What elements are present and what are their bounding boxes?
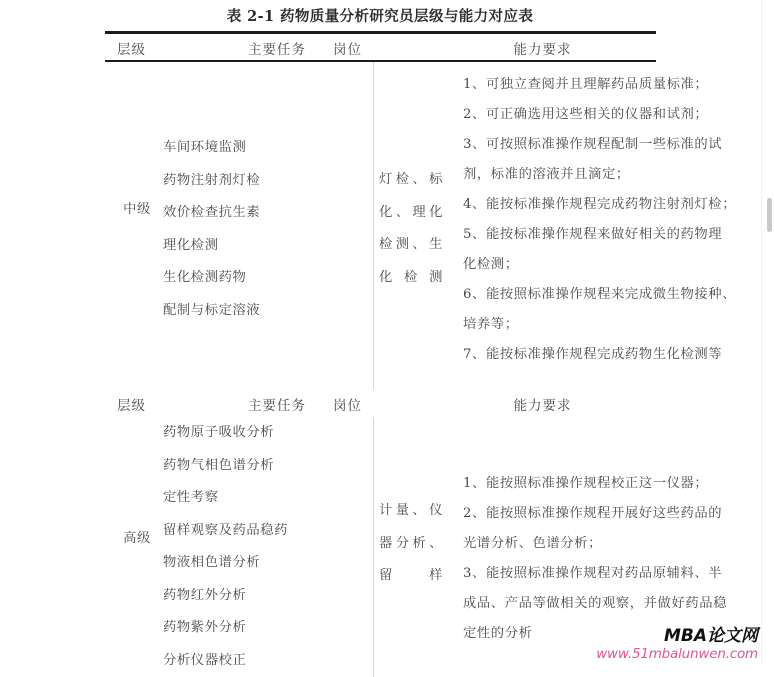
requirement-line: 7、能按标准操作规程完成药物生化检测等 xyxy=(463,340,658,370)
cell-tasks xyxy=(163,132,353,327)
table-header-row xyxy=(105,34,656,60)
requirement-line: 1、可独立查阅并且理解药品质量标准； xyxy=(463,70,658,100)
requirement-line: 5、能按标准操作规程来做好相关的药物理 xyxy=(463,220,658,250)
requirement-line: 化检测； xyxy=(463,250,658,280)
cell-post xyxy=(373,164,455,294)
requirement-line: 6、能按照标准操作规程来完成微生物接种、 xyxy=(463,280,658,310)
task-line: 物液相色谱分析 xyxy=(163,547,353,580)
cell-post xyxy=(373,495,455,593)
watermark-brand: MBA论文网 xyxy=(596,628,758,646)
task-line: 理化检测 xyxy=(163,230,353,263)
cell-requirement xyxy=(463,469,658,649)
requirement-line: 2、能按照标准操作规程开展好这些药品的 xyxy=(463,499,658,529)
column-header-post-2: 岗位 xyxy=(333,394,423,414)
cell-level: 中级 xyxy=(109,198,165,217)
task-line: 分析仪器校正 xyxy=(163,645,353,677)
post-line: 化、理化 xyxy=(379,197,443,230)
column-header-post: 岗位 xyxy=(333,38,423,58)
task-line: 生化检测药物 xyxy=(163,262,353,295)
task-line: 效价检查抗生素 xyxy=(163,197,353,230)
task-line: 药物注射剂灯检 xyxy=(163,165,353,198)
scrollbar-thumb[interactable] xyxy=(767,198,772,232)
requirement-line: 成品、产品等做相关的观察，并做好药品稳 xyxy=(463,589,658,619)
cell-level: 高级 xyxy=(109,527,165,546)
requirement-line: 1、能按照标准操作规程校正这一仪器； xyxy=(463,469,658,499)
task-line: 药物原子吸收分析 xyxy=(163,417,353,450)
cell-tasks xyxy=(163,417,353,677)
column-header-task: 主要任务 xyxy=(202,38,352,58)
task-line: 留样观察及药品稳药 xyxy=(163,515,353,548)
column-header-level: 层级 xyxy=(117,38,146,58)
post-line: 器分析、 xyxy=(379,528,443,561)
requirement-line: 3、能按照标准操作规程对药品原辅料、半 xyxy=(463,559,658,589)
post-line: 计量、仪 xyxy=(379,495,443,528)
table-caption: 表 2-1 药物质量分析研究员层级与能力对应表 xyxy=(105,5,655,26)
task-line: 配制与标定溶液 xyxy=(163,295,353,328)
watermark xyxy=(596,628,758,661)
column-header-task-2: 主要任务 xyxy=(202,394,352,414)
task-line: 药物紫外分析 xyxy=(163,612,353,645)
requirement-line: 定性的分析 xyxy=(463,619,658,649)
requirement-line: 4、能按标准操作规程完成药物注射剂灯检； xyxy=(463,190,658,220)
watermark-url: www.51mbalunwen.com xyxy=(596,647,758,661)
task-line: 药物红外分析 xyxy=(163,580,353,613)
task-line: 定性考察 xyxy=(163,482,353,515)
requirement-line: 剂，标准的溶液并且滴定； xyxy=(463,160,658,190)
requirement-line: 3、可按照标准操作规程配制一些标准的试 xyxy=(463,130,658,160)
requirement-line: 培养等； xyxy=(463,310,658,340)
table-row xyxy=(105,62,656,389)
column-header-requirement-2: 能力要求 xyxy=(435,394,650,414)
post-line: 灯检、标 xyxy=(379,164,443,197)
vertical-scrollbar[interactable] xyxy=(761,0,774,663)
cell-requirement xyxy=(463,70,658,370)
table-header-row-repeat xyxy=(105,389,656,417)
data-table xyxy=(105,31,656,677)
post-line: 检测、生 xyxy=(379,229,443,262)
post-line: 化检测 xyxy=(379,262,443,295)
task-line: 车间环境监测 xyxy=(163,132,353,165)
post-line: 留样 xyxy=(379,560,443,593)
task-line: 药物气相色谱分析 xyxy=(163,450,353,483)
requirement-line: 光谱分析、色谱分析； xyxy=(463,529,658,559)
requirement-line: 2、可正确选用这些相关的仪器和试剂； xyxy=(463,100,658,130)
column-header-requirement: 能力要求 xyxy=(435,38,650,58)
column-header-level-2: 层级 xyxy=(117,394,146,414)
table-row xyxy=(105,417,656,677)
